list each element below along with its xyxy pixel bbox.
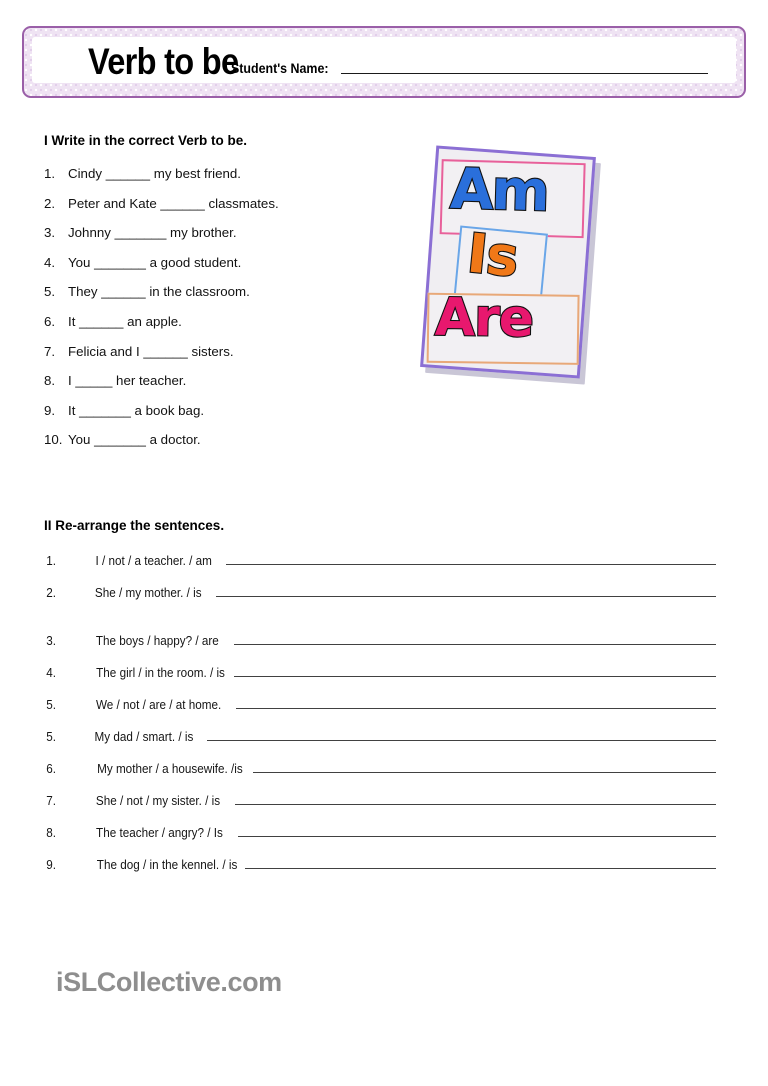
title-row	[32, 37, 736, 83]
rearrange-item[interactable]	[44, 729, 716, 744]
item-scrambled-sentence: The boys / happy? / are	[95, 633, 219, 648]
header-inner-panel	[32, 37, 736, 83]
section-two	[44, 518, 716, 889]
answer-line[interactable]	[235, 804, 716, 805]
rearrange-item[interactable]	[44, 857, 716, 872]
item-sentence: It _______ a book bag.	[68, 402, 205, 418]
rearrange-item[interactable]	[44, 585, 716, 600]
item-scrambled-sentence: The dog / in the kennel. / is	[96, 857, 238, 872]
item-number: 3.	[46, 633, 57, 648]
fill-blank-item[interactable]	[44, 284, 424, 299]
item-scrambled-sentence: The girl / in the room. / is	[96, 665, 225, 680]
item-number: 1.	[44, 166, 56, 181]
rearrange-item[interactable]	[44, 697, 716, 712]
answer-line[interactable]	[238, 836, 716, 837]
fill-blank-item[interactable]	[44, 344, 424, 359]
rearrange-item[interactable]	[44, 761, 716, 776]
section-one	[44, 133, 424, 462]
item-number: 10.	[44, 432, 63, 448]
item-number: 6.	[44, 313, 56, 329]
section-one-list	[44, 166, 424, 447]
rearrange-item[interactable]	[44, 793, 716, 808]
item-sentence: Cindy ______ my best friend.	[68, 166, 241, 181]
item-number: 2.	[46, 585, 57, 600]
section-two-heading: II Re-arrange the sentences.	[44, 518, 225, 533]
item-number: 9.	[44, 402, 56, 418]
item-number: 2.	[44, 195, 56, 211]
answer-line[interactable]	[226, 564, 716, 565]
fill-blank-item[interactable]	[44, 225, 424, 240]
fill-blank-item[interactable]	[44, 403, 424, 418]
item-number: 5.	[46, 697, 57, 712]
poster-word-is: Is	[464, 221, 521, 290]
item-scrambled-sentence: My mother / a housewife. /is	[97, 761, 243, 776]
fill-blank-item[interactable]	[44, 314, 424, 329]
fill-blank-item[interactable]	[44, 196, 424, 211]
item-sentence: It ______ an apple.	[68, 313, 182, 329]
item-number: 7.	[46, 793, 57, 808]
item-sentence: You _______ a doctor.	[68, 432, 201, 448]
item-sentence: I _____ her teacher.	[68, 373, 187, 389]
answer-line[interactable]	[236, 708, 716, 709]
fill-blank-item[interactable]	[44, 255, 424, 270]
rearrange-item[interactable]	[44, 633, 716, 648]
fill-blank-item[interactable]	[44, 373, 424, 388]
section-one-heading: I Write in the correct Verb to be.	[44, 133, 248, 148]
rearrange-item[interactable]	[44, 665, 716, 680]
answer-line[interactable]	[245, 868, 716, 869]
item-scrambled-sentence: The teacher / angry? / Is	[96, 825, 223, 840]
item-number: 5.	[44, 284, 56, 300]
item-sentence: Peter and Kate ______ classmates.	[68, 195, 279, 211]
header-banner	[22, 26, 746, 98]
poster-frame	[420, 145, 596, 378]
verb-to-be-poster-image	[424, 148, 604, 386]
page-title: Verb to be	[88, 41, 239, 83]
site-watermark: iSLCollective.com	[56, 967, 282, 997]
item-number: 1.	[46, 553, 57, 568]
item-number: 3.	[44, 225, 56, 241]
answer-line[interactable]	[234, 644, 716, 645]
section-two-list	[44, 553, 716, 872]
fill-blank-item[interactable]	[44, 166, 424, 181]
item-sentence: They ______ in the classroom.	[68, 284, 250, 300]
item-number: 9.	[46, 857, 57, 872]
poster-word-am: Am	[449, 156, 549, 225]
student-name-label: Student's Name:	[230, 61, 329, 76]
answer-line[interactable]	[207, 740, 716, 741]
item-scrambled-sentence: My dad / smart. / is	[94, 729, 194, 744]
item-scrambled-sentence: She / not / my sister. / is	[95, 793, 221, 808]
answer-line[interactable]	[253, 772, 716, 773]
item-scrambled-sentence: I / not / a teacher. / am	[95, 553, 212, 568]
item-sentence: Felicia and I ______ sisters.	[68, 343, 234, 359]
rearrange-item[interactable]	[44, 553, 716, 568]
item-scrambled-sentence: She / my mother. / is	[94, 585, 202, 600]
item-number: 7.	[44, 343, 56, 359]
fill-blank-item[interactable]	[44, 432, 424, 447]
student-name-input[interactable]	[341, 73, 708, 74]
item-number: 4.	[44, 254, 56, 270]
student-name-group	[231, 61, 736, 80]
answer-line[interactable]	[216, 596, 717, 597]
item-number: 4.	[46, 665, 57, 680]
item-scrambled-sentence: We / not / are / at home.	[95, 697, 222, 712]
poster-word-are: Are	[434, 287, 534, 350]
item-sentence: You _______ a good student.	[68, 254, 242, 270]
item-number: 8.	[46, 825, 57, 840]
rearrange-item[interactable]	[44, 825, 716, 840]
item-number: 8.	[44, 373, 56, 389]
item-number: 6.	[46, 761, 57, 776]
item-sentence: Johnny _______ my brother.	[68, 225, 237, 241]
item-number: 5.	[46, 729, 57, 744]
answer-line[interactable]	[234, 676, 716, 677]
